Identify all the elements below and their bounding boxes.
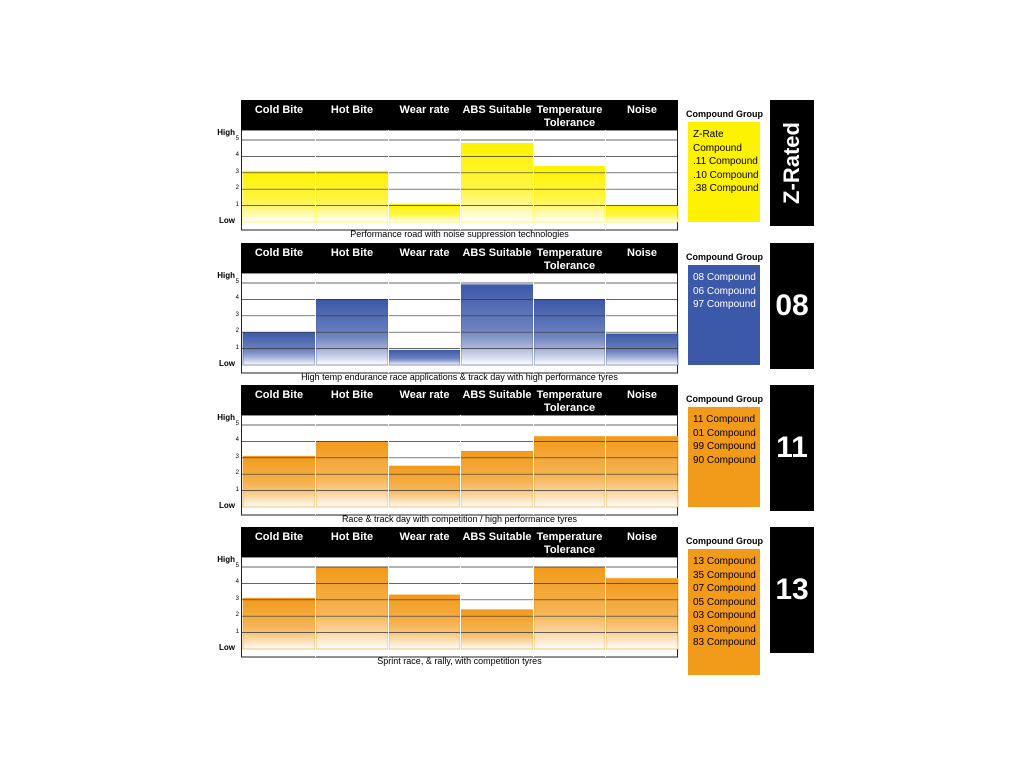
axis-tick-label: 1 xyxy=(235,201,239,208)
column-header-label: Noise xyxy=(627,247,657,259)
compound-group-box xyxy=(688,122,760,222)
axis-tick-label: 2 xyxy=(235,328,239,335)
compound-item: 11 Compound xyxy=(693,414,756,425)
axis-tick-label: 2 xyxy=(235,185,239,192)
column-header-label: Temperature Tolerance xyxy=(536,247,603,272)
compound-item: 05 Compound xyxy=(693,596,756,608)
column-header-label: ABS Suitable xyxy=(462,247,532,259)
bar-wear-rate xyxy=(389,204,460,222)
bar-wear-rate xyxy=(389,595,460,649)
column-header-label: ABS Suitable xyxy=(462,531,532,543)
axis-tick-label: 5 xyxy=(235,421,239,427)
bar-cold-bite xyxy=(243,456,315,507)
column-header-label: Wear rate xyxy=(399,104,450,116)
group-tag xyxy=(770,385,814,511)
group-tag-label: 11 xyxy=(776,431,808,464)
axis-tick-label: 3 xyxy=(235,453,239,460)
compound-item: 97 Compound xyxy=(693,299,756,310)
column-header-label: Wear rate xyxy=(399,531,450,543)
compound-item: .38 Compound xyxy=(693,183,759,194)
bar-cold-bite xyxy=(243,598,315,649)
compound-group-box xyxy=(688,407,760,507)
bar-wear-rate xyxy=(389,466,460,507)
compound-group-title: Compound Group xyxy=(686,394,763,404)
axis-high-label: High xyxy=(217,413,235,422)
axis-tick-label: 4 xyxy=(235,152,239,159)
chart-caption: High temp endurance race applications & track day with high performance tyres xyxy=(301,372,618,382)
compound-item: 01 Compound xyxy=(693,427,756,439)
axis-tick-label: 1 xyxy=(235,486,239,493)
column-header-label: Wear rate xyxy=(399,247,450,259)
axis-tick-label: 4 xyxy=(235,579,239,586)
column-header-label: Hot Bite xyxy=(330,247,374,259)
compound-group-title: Compound Group xyxy=(686,252,763,262)
chart-caption: Race & track day with competition / high performance tyres xyxy=(341,514,578,524)
chart-caption: Performance road with noise suppression technologies xyxy=(350,229,569,239)
axis-high-label: High xyxy=(217,555,235,564)
bar-noise xyxy=(606,578,678,649)
axis-tick-label: 3 xyxy=(235,311,239,318)
compound-item: .11 Compound xyxy=(693,156,758,167)
compound-item: Z-Rate Compound xyxy=(693,129,742,154)
column-header-bar xyxy=(241,385,678,415)
column-header-label: Wear rate xyxy=(399,389,450,401)
column-header-label: Cold Bite xyxy=(254,104,304,116)
axis-tick-label: 5 xyxy=(235,563,239,569)
compound-group-box xyxy=(688,265,760,365)
axis-tick-label: 5 xyxy=(235,279,239,285)
compound-item: .10 Compound xyxy=(693,169,759,181)
bar-temperature-tolerance xyxy=(534,436,605,507)
bar-noise xyxy=(606,206,678,222)
column-header-label: Temperature Tolerance xyxy=(536,104,603,129)
bar-abs-suitable xyxy=(461,451,533,507)
bar-temperature-tolerance xyxy=(534,567,605,649)
bar-temperature-tolerance xyxy=(534,166,605,222)
column-header-label: Cold Bite xyxy=(254,247,304,259)
bar-abs-suitable xyxy=(461,285,533,365)
axis-low-label: Low xyxy=(219,359,235,368)
column-header-label: Hot Bite xyxy=(330,389,374,401)
bar-abs-suitable xyxy=(461,143,533,222)
compound-item: 13 Compound xyxy=(693,556,756,567)
bar-cold-bite xyxy=(243,171,315,222)
axis-high-label: High xyxy=(217,128,235,137)
compound-item: 83 Compound xyxy=(693,637,756,648)
group-tag-label: 08 xyxy=(775,289,809,322)
column-header-label: Cold Bite xyxy=(254,531,304,543)
compound-group-title: Compound Group xyxy=(686,536,763,546)
axis-tick-label: 4 xyxy=(235,295,239,302)
axis-tick-label: 2 xyxy=(235,612,239,619)
column-header-label: ABS Suitable xyxy=(462,389,532,401)
bar-hot-bite xyxy=(316,171,388,222)
bar-abs-suitable xyxy=(461,610,533,649)
column-header-label: Noise xyxy=(627,389,657,401)
compound-item: 90 Compound xyxy=(693,454,756,466)
axis-tick-label: 3 xyxy=(235,595,239,602)
axis-tick-label: 1 xyxy=(235,344,239,351)
compound-group-box xyxy=(688,549,760,675)
column-header-label: Temperature Tolerance xyxy=(536,389,603,414)
compound-item: 07 Compound xyxy=(693,583,756,594)
axis-tick-label: 1 xyxy=(235,628,239,635)
column-header-label: Noise xyxy=(627,531,657,543)
column-header-label: Temperature Tolerance xyxy=(536,531,603,556)
bar-noise xyxy=(606,436,678,507)
column-header-bar xyxy=(241,527,678,557)
axis-low-label: Low xyxy=(219,216,235,225)
group-tag xyxy=(770,527,814,653)
group-tag xyxy=(770,100,814,226)
compound-item: 03 Compound xyxy=(693,610,756,621)
axis-low-label: Low xyxy=(219,501,235,510)
group-tag xyxy=(770,243,814,369)
column-header-bar xyxy=(241,100,678,130)
axis-tick-label: 2 xyxy=(235,470,239,477)
column-header-label: ABS Suitable xyxy=(462,104,532,116)
compound-item: 08 Compound xyxy=(693,272,756,283)
column-header-label: Hot Bite xyxy=(330,104,374,116)
group-tag-label: Z-Rated xyxy=(779,122,805,204)
column-header-label: Noise xyxy=(627,104,657,116)
group-tag-label: 13 xyxy=(775,573,809,606)
compound-item: 35 Compound xyxy=(693,569,756,581)
axis-tick-label: 4 xyxy=(235,437,239,444)
axis-tick-label: 5 xyxy=(235,136,239,142)
bar-hot-bite xyxy=(316,567,388,649)
column-header-label: Cold Bite xyxy=(254,389,304,401)
compound-item: 93 Compound xyxy=(693,623,756,635)
bar-wear-rate xyxy=(389,350,460,365)
compound-item: 99 Compound xyxy=(693,441,756,452)
column-header-label: Hot Bite xyxy=(330,531,374,543)
chart-caption: Sprint race, & rally, with competition tyres xyxy=(377,656,542,666)
axis-low-label: Low xyxy=(219,643,235,652)
axis-tick-label: 3 xyxy=(235,168,239,175)
column-header-bar xyxy=(241,243,678,273)
compound-group-title: Compound Group xyxy=(686,109,763,119)
axis-high-label: High xyxy=(217,271,235,280)
compound-item: 06 Compound xyxy=(693,285,756,297)
bar-noise xyxy=(606,334,678,365)
